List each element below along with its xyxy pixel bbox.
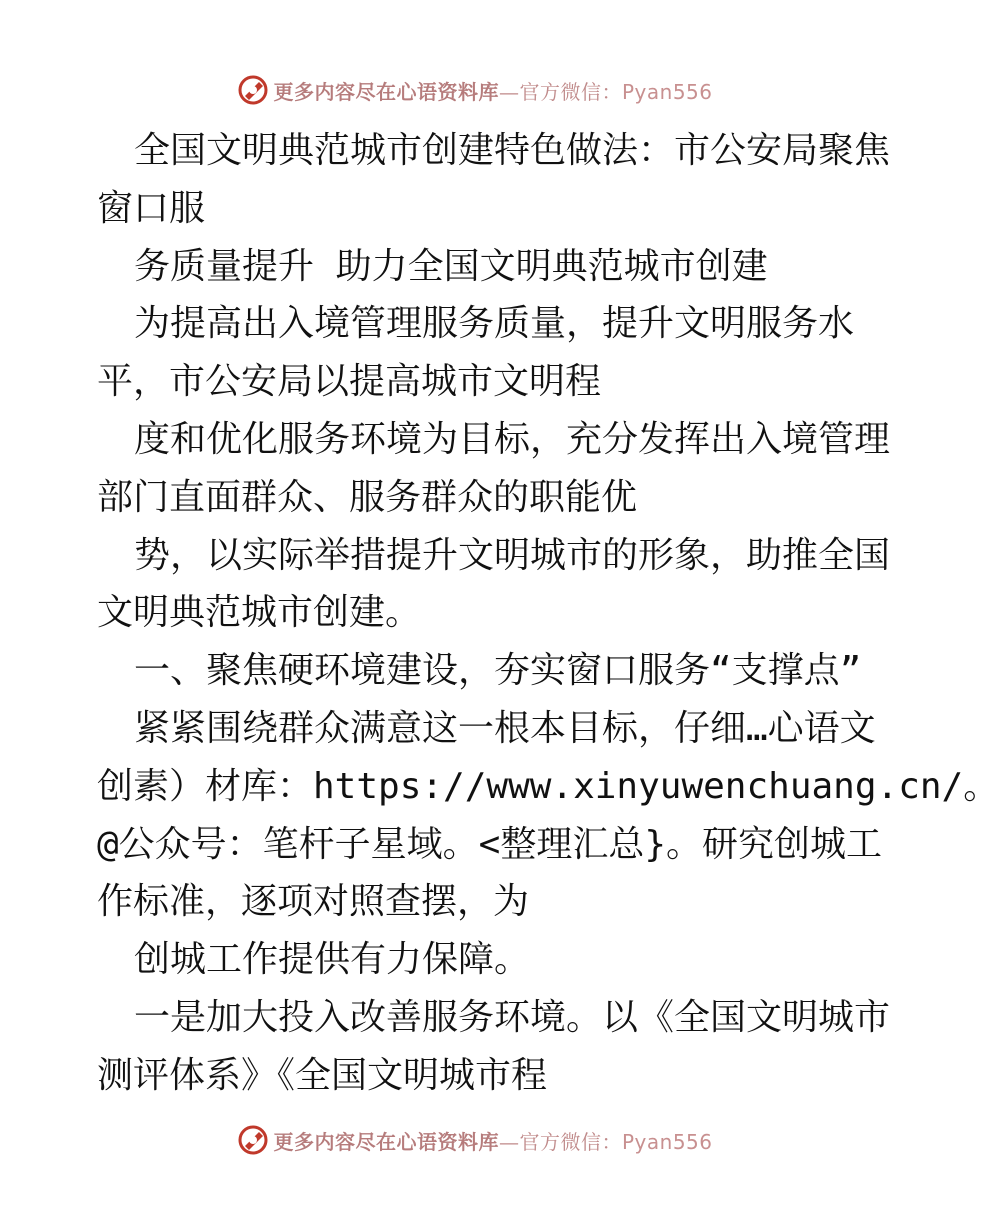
- doc-line: @公众号：笔杆子星域。<整理汇总}。研究创城工: [97, 823, 883, 865]
- doc-line: 度和优化服务环境为目标，充分发挥出入境管理: [134, 418, 891, 460]
- doc-line: 文明典范城市创建。: [97, 592, 422, 634]
- doc-line: 势，以实际举措提升文明城市的形象，助推全国: [134, 534, 891, 576]
- doc-line: 创素）材库：https://www.xinyuwenchuang.cn/。: [97, 765, 999, 807]
- doc-line: 部门直面群众、服务群众的职能优: [97, 476, 638, 518]
- banner-wechat-id: Pyan556: [621, 79, 713, 104]
- doc-line: 紧紧围绕群众满意这一根本目标，仔细…心语文: [134, 707, 876, 749]
- doc-line: 一是加大投入改善服务环境。以《全国文明城市: [134, 996, 891, 1038]
- seal-logo-icon: [237, 1124, 269, 1156]
- doc-line: 为提高出入境管理服务质量，提升文明服务水: [134, 303, 855, 345]
- header-banner: [0, 70, 950, 110]
- banner-official: 官方微信：: [519, 79, 622, 104]
- banner-separator: —: [498, 1129, 520, 1154]
- banner-separator: —: [498, 79, 520, 104]
- header-banner-text: [273, 76, 712, 105]
- doc-line-heading: 一、聚焦硬环境建设，夯实窗口服务“支撑点”: [134, 650, 862, 692]
- banner-brand: 更多内容尽在心语资料库: [273, 79, 499, 104]
- doc-line: 作标准，逐项对照查摆，为: [97, 881, 530, 923]
- banner-official: 官方微信：: [519, 1129, 622, 1154]
- doc-line: 测评体系》《全国文明城市程: [97, 1054, 548, 1096]
- footer-banner-text: [273, 1126, 712, 1155]
- document-body: [97, 122, 999, 1105]
- doc-line: 创城工作提供有力保障。: [134, 939, 531, 981]
- doc-line-title: 全国文明典范城市创建特色做法：市公安局聚焦: [134, 130, 891, 171]
- banner-brand: 更多内容尽在心语资料库: [273, 1129, 499, 1154]
- footer-banner: [0, 1120, 950, 1160]
- doc-line: 务质量提升 助力全国文明典范城市创建: [134, 245, 768, 287]
- doc-line: 窗口服: [97, 187, 206, 229]
- doc-line: 平，市公安局以提高城市文明程: [97, 361, 602, 403]
- banner-wechat-id: Pyan556: [621, 1129, 713, 1154]
- seal-logo-icon: [237, 74, 269, 106]
